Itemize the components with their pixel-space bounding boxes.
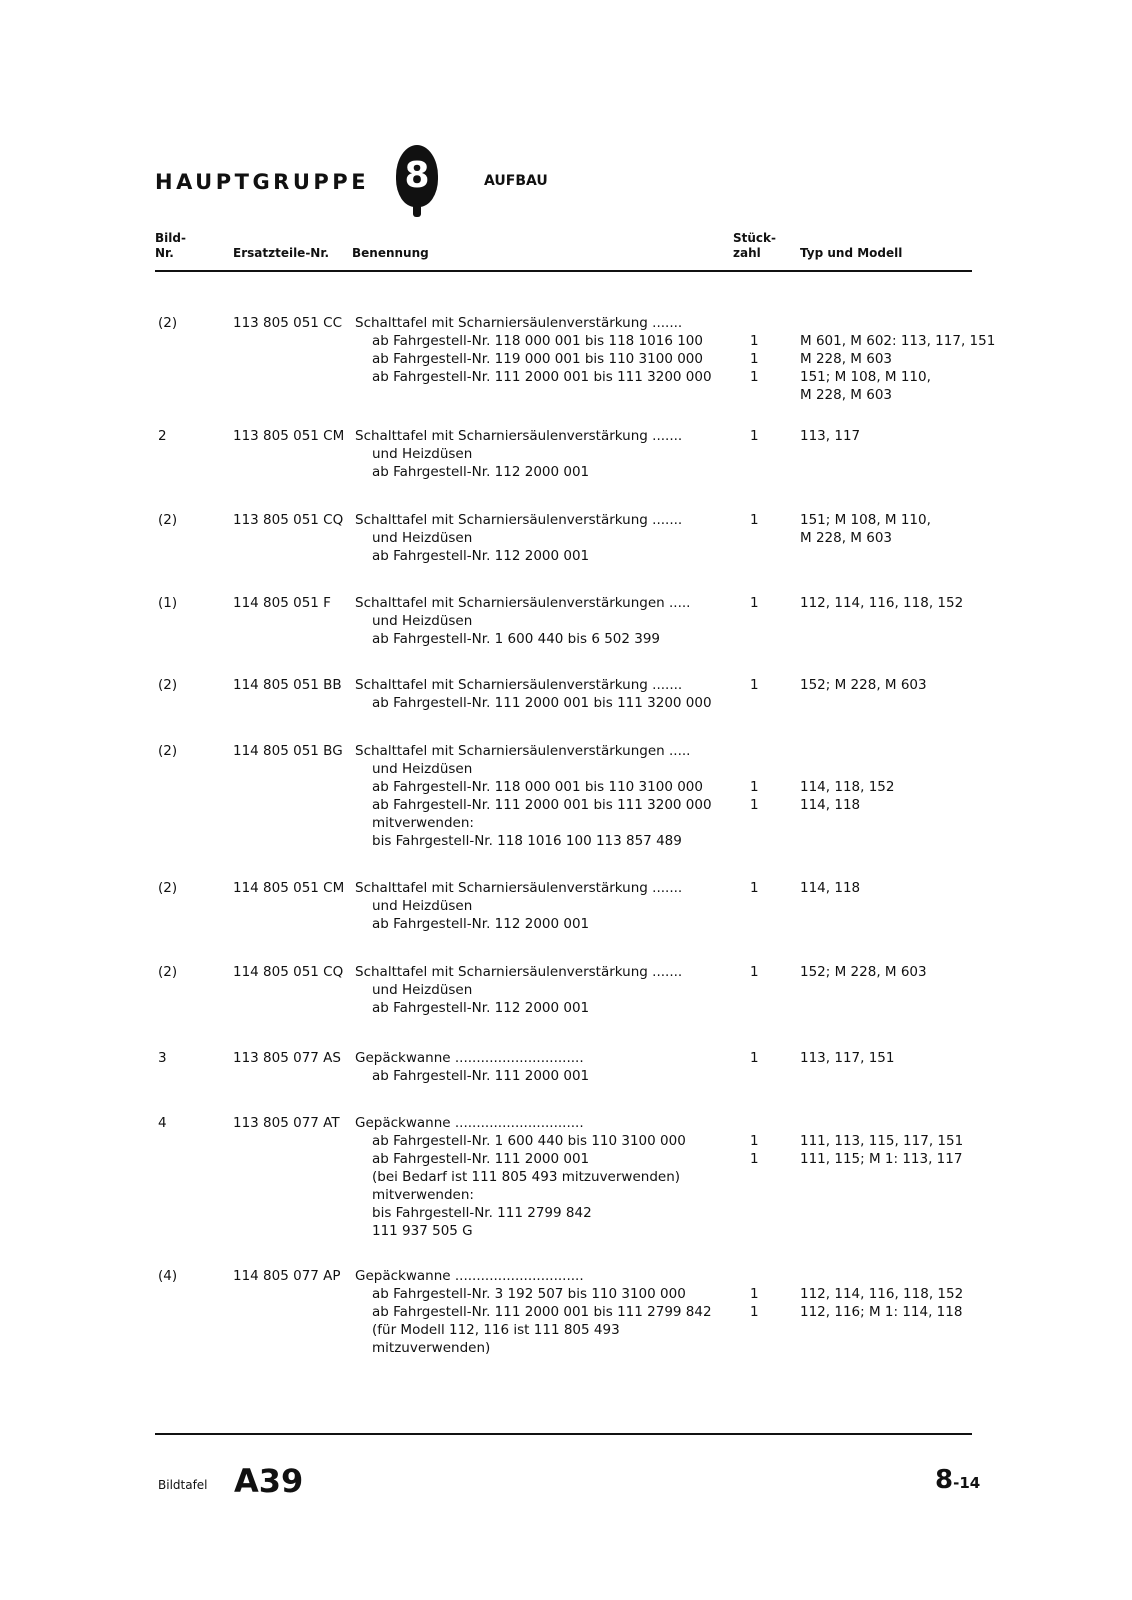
entry-type-column bbox=[800, 879, 1000, 933]
entry-part-number: 114 805 051 CQ bbox=[233, 964, 344, 980]
entry-part-number: 114 805 051 BB bbox=[233, 677, 342, 693]
entry-type-model: 112, 116; M 1: 114, 118 bbox=[800, 1304, 963, 1320]
entry-description-line: mitzuverwenden) bbox=[372, 1340, 491, 1356]
entry-description-line: ab Fahrgestell-Nr. 112 2000 001 bbox=[372, 464, 590, 480]
entry-quantity: 1 bbox=[750, 428, 759, 444]
entry-figure-number: (2) bbox=[158, 743, 178, 759]
entry-quantity: 1 bbox=[750, 880, 759, 896]
entry-description bbox=[355, 511, 735, 565]
entry-type-model bbox=[800, 760, 1000, 778]
entry-quantity-column bbox=[750, 1267, 770, 1357]
entry-type-model: 114, 118 bbox=[800, 880, 861, 896]
entry-quantity: 1 bbox=[750, 779, 759, 795]
entry-description bbox=[355, 742, 735, 850]
entry-description-line: und Heizdüsen bbox=[372, 530, 473, 546]
entry-type-model: 151; M 108, M 110, bbox=[800, 512, 931, 528]
entry-type-model: M 601, M 602: 113, 117, 151 bbox=[800, 333, 996, 349]
entry-description-line: bis Fahrgestell-Nr. 111 2799 842 bbox=[372, 1205, 592, 1221]
entry-type-column bbox=[800, 742, 1000, 850]
entry-description-line: Schalttafel mit Scharniersäulenverstärkung ....... bbox=[355, 964, 683, 980]
entry-type-column bbox=[800, 1267, 1000, 1357]
entry-description-line: ab Fahrgestell-Nr. 1 600 440 bis 6 502 399 bbox=[372, 631, 661, 647]
entry-quantity bbox=[750, 529, 770, 547]
entry-type-model bbox=[800, 981, 1000, 999]
entry-figure-number: (2) bbox=[158, 315, 178, 331]
entry-description-line: Schalttafel mit Scharniersäulenverstärkung ....... bbox=[355, 512, 683, 528]
column-header-part-number: Ersatzteile-Nr. bbox=[233, 246, 330, 260]
entry-part-number: 113 805 051 CC bbox=[233, 315, 343, 331]
page-number-sub: -14 bbox=[953, 1474, 981, 1492]
entry-type-column bbox=[800, 1114, 1000, 1240]
entry-quantity-column bbox=[750, 427, 770, 481]
entry-type-model: 111, 113, 115, 117, 151 bbox=[800, 1133, 964, 1149]
entry-description-line: (bei Bedarf ist 111 805 493 mitzuverwenden) bbox=[372, 1169, 681, 1185]
entry-part-number: 114 805 051 F bbox=[233, 595, 331, 611]
entry-type-model bbox=[800, 630, 1000, 648]
entry-type-model bbox=[800, 445, 1000, 463]
entry-description-line: mitverwenden: bbox=[372, 1187, 474, 1203]
entry-figure-number: 2 bbox=[158, 428, 167, 444]
entry-type-model bbox=[800, 897, 1000, 915]
entry-quantity: 1 bbox=[750, 1151, 759, 1167]
entry-figure-number: (2) bbox=[158, 512, 178, 528]
entry-figure-number: (1) bbox=[158, 595, 178, 611]
entry-part-number: 113 805 077 AS bbox=[233, 1050, 341, 1066]
entry-type-model bbox=[800, 1321, 1000, 1339]
entry-description-line: Schalttafel mit Scharniersäulenverstärkung ....... bbox=[355, 428, 683, 444]
entry-type-model bbox=[800, 1267, 1000, 1285]
group-number-badge: 8 bbox=[396, 145, 438, 207]
column-header-quantity: Stück- zahl bbox=[733, 231, 776, 260]
entry-description-line: und Heizdüsen bbox=[372, 613, 473, 629]
entry-quantity: 1 bbox=[750, 333, 759, 349]
entry-type-model bbox=[800, 1168, 1000, 1186]
entry-quantity-column bbox=[750, 1049, 770, 1085]
entry-quantity-column bbox=[750, 676, 770, 712]
header-divider bbox=[155, 270, 972, 272]
footer-label: Bildtafel bbox=[158, 1478, 208, 1492]
entry-quantity bbox=[750, 1067, 770, 1085]
entry-description-line: mitverwenden: bbox=[372, 815, 474, 831]
entry-type-model bbox=[800, 1222, 1000, 1240]
entry-type-model bbox=[800, 1067, 1000, 1085]
entry-description-line: Gepäckwanne .............................. bbox=[355, 1050, 584, 1066]
entry-quantity bbox=[750, 386, 770, 404]
entry-type-model: M 228, M 603 bbox=[800, 387, 892, 403]
entry-type-model: 111, 115; M 1: 113, 117 bbox=[800, 1151, 963, 1167]
entry-type-model: M 228, M 603 bbox=[800, 351, 892, 367]
entry-part-number: 113 805 051 CM bbox=[233, 428, 345, 444]
entry-quantity-column bbox=[750, 1114, 770, 1240]
entry-type-model bbox=[800, 694, 1000, 712]
entry-description-line bbox=[355, 386, 735, 404]
entry-part-number: 113 805 051 CQ bbox=[233, 512, 344, 528]
entry-quantity bbox=[750, 760, 770, 778]
entry-description-line: ab Fahrgestell-Nr. 111 2000 001 bis 111 2799 842 bbox=[372, 1304, 712, 1320]
group-name: AUFBAU bbox=[484, 173, 548, 189]
entry-quantity bbox=[750, 1114, 770, 1132]
entry-quantity bbox=[750, 832, 770, 850]
entry-description-line: ab Fahrgestell-Nr. 111 2000 001 bbox=[372, 1151, 590, 1167]
entry-quantity: 1 bbox=[750, 595, 759, 611]
entry-description-line: ab Fahrgestell-Nr. 1 600 440 bis 110 3100 000 bbox=[372, 1133, 686, 1149]
entry-quantity bbox=[750, 1204, 770, 1222]
entry-quantity bbox=[750, 915, 770, 933]
entry-quantity bbox=[750, 981, 770, 999]
entry-description-line: 111 937 505 G bbox=[372, 1223, 473, 1239]
entry-type-model: 112, 114, 116, 118, 152 bbox=[800, 595, 964, 611]
entry-quantity bbox=[750, 999, 770, 1017]
entry-quantity: 1 bbox=[750, 1286, 759, 1302]
entry-figure-number: (2) bbox=[158, 964, 178, 980]
entry-quantity: 1 bbox=[750, 369, 759, 385]
entry-description bbox=[355, 427, 735, 481]
entry-figure-number: (2) bbox=[158, 880, 178, 896]
entry-part-number: 114 805 051 CM bbox=[233, 880, 345, 896]
entry-quantity-column bbox=[750, 594, 770, 648]
entry-quantity: 1 bbox=[750, 351, 759, 367]
entry-type-column bbox=[800, 963, 1000, 1017]
entry-description-line: ab Fahrgestell-Nr. 111 2000 001 bis 111 3200 000 bbox=[372, 369, 712, 385]
entry-type-model bbox=[800, 814, 1000, 832]
entry-description bbox=[355, 1267, 735, 1357]
entry-description bbox=[355, 314, 735, 404]
entry-description-line: Gepäckwanne .............................. bbox=[355, 1115, 584, 1131]
entry-type-model: 113, 117 bbox=[800, 428, 861, 444]
entry-type-model: 114, 118, 152 bbox=[800, 779, 895, 795]
entry-quantity bbox=[750, 630, 770, 648]
entry-description-line: ab Fahrgestell-Nr. 119 000 001 bis 110 3100 000 bbox=[372, 351, 703, 367]
entry-quantity: 1 bbox=[750, 1133, 759, 1149]
entry-quantity bbox=[750, 445, 770, 463]
entry-description bbox=[355, 1049, 735, 1085]
entry-description-line: ab Fahrgestell-Nr. 118 000 001 bis 118 1016 100 bbox=[372, 333, 703, 349]
entry-quantity bbox=[750, 612, 770, 630]
entry-type-model bbox=[800, 832, 1000, 850]
entry-type-model bbox=[800, 1186, 1000, 1204]
entry-quantity: 1 bbox=[750, 1050, 759, 1066]
entry-quantity bbox=[750, 1321, 770, 1339]
entry-type-model: 152; M 228, M 603 bbox=[800, 677, 927, 693]
entry-type-model: M 228, M 603 bbox=[800, 530, 892, 546]
entry-description-line: ab Fahrgestell-Nr. 112 2000 001 bbox=[372, 548, 590, 564]
entry-quantity: 1 bbox=[750, 797, 759, 813]
entry-type-model: 151; M 108, M 110, bbox=[800, 369, 931, 385]
entry-quantity: 1 bbox=[750, 677, 759, 693]
entry-description bbox=[355, 879, 735, 933]
entry-description-line: Gepäckwanne .............................. bbox=[355, 1268, 584, 1284]
entry-description-line: ab Fahrgestell-Nr. 112 2000 001 bbox=[372, 916, 590, 932]
entry-description-line: ab Fahrgestell-Nr. 112 2000 001 bbox=[372, 1000, 590, 1016]
entry-description-line: Schalttafel mit Scharniersäulenverstärkung ....... bbox=[355, 677, 683, 693]
entry-description bbox=[355, 963, 735, 1017]
entry-type-model bbox=[800, 915, 1000, 933]
entry-quantity bbox=[750, 1168, 770, 1186]
page-number-main: 8 bbox=[935, 1465, 954, 1495]
entry-type-model bbox=[800, 742, 1000, 760]
entry-type-model bbox=[800, 1114, 1000, 1132]
entry-quantity bbox=[750, 897, 770, 915]
entry-quantity bbox=[750, 1339, 770, 1357]
entry-figure-number: 4 bbox=[158, 1115, 167, 1131]
plate-number: A39 bbox=[234, 1462, 304, 1500]
entry-description-line: ab Fahrgestell-Nr. 111 2000 001 bis 111 3200 000 bbox=[372, 695, 712, 711]
entry-description-line: ab Fahrgestell-Nr. 3 192 507 bis 110 3100 000 bbox=[372, 1286, 686, 1302]
entry-quantity-column bbox=[750, 511, 770, 565]
entry-description-line: ab Fahrgestell-Nr. 111 2000 001 bis 111 3200 000 bbox=[372, 797, 712, 813]
entry-description-line: bis Fahrgestell-Nr. 118 1016 100 113 857 489 bbox=[372, 833, 682, 849]
entry-type-model: 113, 117, 151 bbox=[800, 1050, 895, 1066]
entry-type-model: 152; M 228, M 603 bbox=[800, 964, 927, 980]
entry-quantity-column bbox=[750, 963, 770, 1017]
entry-part-number: 114 805 077 AP bbox=[233, 1268, 341, 1284]
entry-figure-number: 3 bbox=[158, 1050, 167, 1066]
entry-description bbox=[355, 1114, 735, 1240]
entry-quantity-column bbox=[750, 879, 770, 933]
entry-quantity bbox=[750, 1186, 770, 1204]
entry-quantity bbox=[750, 463, 770, 481]
entry-quantity-column bbox=[750, 742, 770, 850]
entry-type-model bbox=[800, 1204, 1000, 1222]
entry-description-line: und Heizdüsen bbox=[372, 761, 473, 777]
entry-type-model: 114, 118 bbox=[800, 797, 861, 813]
entry-type-column bbox=[800, 314, 1000, 404]
entry-type-model: 112, 114, 116, 118, 152 bbox=[800, 1286, 964, 1302]
entry-quantity bbox=[750, 814, 770, 832]
entry-type-model bbox=[800, 1339, 1000, 1357]
entry-quantity bbox=[750, 742, 770, 760]
entry-figure-number: (2) bbox=[158, 677, 178, 693]
entry-part-number: 114 805 051 BG bbox=[233, 743, 343, 759]
entry-description-line: Schalttafel mit Scharniersäulenverstärkung ....... bbox=[355, 880, 683, 896]
entry-type-column bbox=[800, 676, 1000, 712]
entry-type-model bbox=[800, 547, 1000, 565]
entry-description-line: ab Fahrgestell-Nr. 118 000 001 bis 110 3100 000 bbox=[372, 779, 703, 795]
entry-description-line: und Heizdüsen bbox=[372, 446, 473, 462]
entry-description-line: Schalttafel mit Scharniersäulenverstärkung ....... bbox=[355, 315, 683, 331]
entry-description-line: und Heizdüsen bbox=[372, 898, 473, 914]
entry-type-model bbox=[800, 999, 1000, 1017]
entry-quantity bbox=[750, 694, 770, 712]
entry-description bbox=[355, 594, 735, 648]
entry-description-line: ab Fahrgestell-Nr. 111 2000 001 bbox=[372, 1068, 590, 1084]
page-number bbox=[935, 1465, 980, 1495]
entry-type-column bbox=[800, 594, 1000, 648]
entry-description bbox=[355, 676, 735, 712]
column-header-bild: Bild- Nr. bbox=[155, 231, 186, 260]
entry-quantity bbox=[750, 314, 770, 332]
entry-type-column bbox=[800, 427, 1000, 481]
entry-description-line: (für Modell 112, 116 ist 111 805 493 bbox=[372, 1322, 620, 1338]
entry-type-column bbox=[800, 1049, 1000, 1085]
footer-divider bbox=[155, 1433, 972, 1435]
entry-description-line: Schalttafel mit Scharniersäulenverstärkungen ..... bbox=[355, 595, 691, 611]
entry-quantity: 1 bbox=[750, 1304, 759, 1320]
entry-quantity: 1 bbox=[750, 512, 759, 528]
entry-quantity: 1 bbox=[750, 964, 759, 980]
entry-type-model bbox=[800, 612, 1000, 630]
entry-type-model bbox=[800, 314, 1000, 332]
column-header-name: Benennung bbox=[352, 246, 429, 260]
entry-figure-number: (4) bbox=[158, 1268, 178, 1284]
entry-part-number: 113 805 077 AT bbox=[233, 1115, 340, 1131]
entry-quantity bbox=[750, 1267, 770, 1285]
entry-type-model bbox=[800, 463, 1000, 481]
entry-quantity-column bbox=[750, 314, 770, 404]
column-header-type: Typ und Modell bbox=[800, 246, 903, 260]
entry-quantity bbox=[750, 1222, 770, 1240]
entry-description-line: und Heizdüsen bbox=[372, 982, 473, 998]
entry-description-line: Schalttafel mit Scharniersäulenverstärkungen ..... bbox=[355, 743, 691, 759]
group-title: HAUPTGRUPPE bbox=[155, 170, 370, 194]
entry-quantity bbox=[750, 547, 770, 565]
entry-type-column bbox=[800, 511, 1000, 565]
